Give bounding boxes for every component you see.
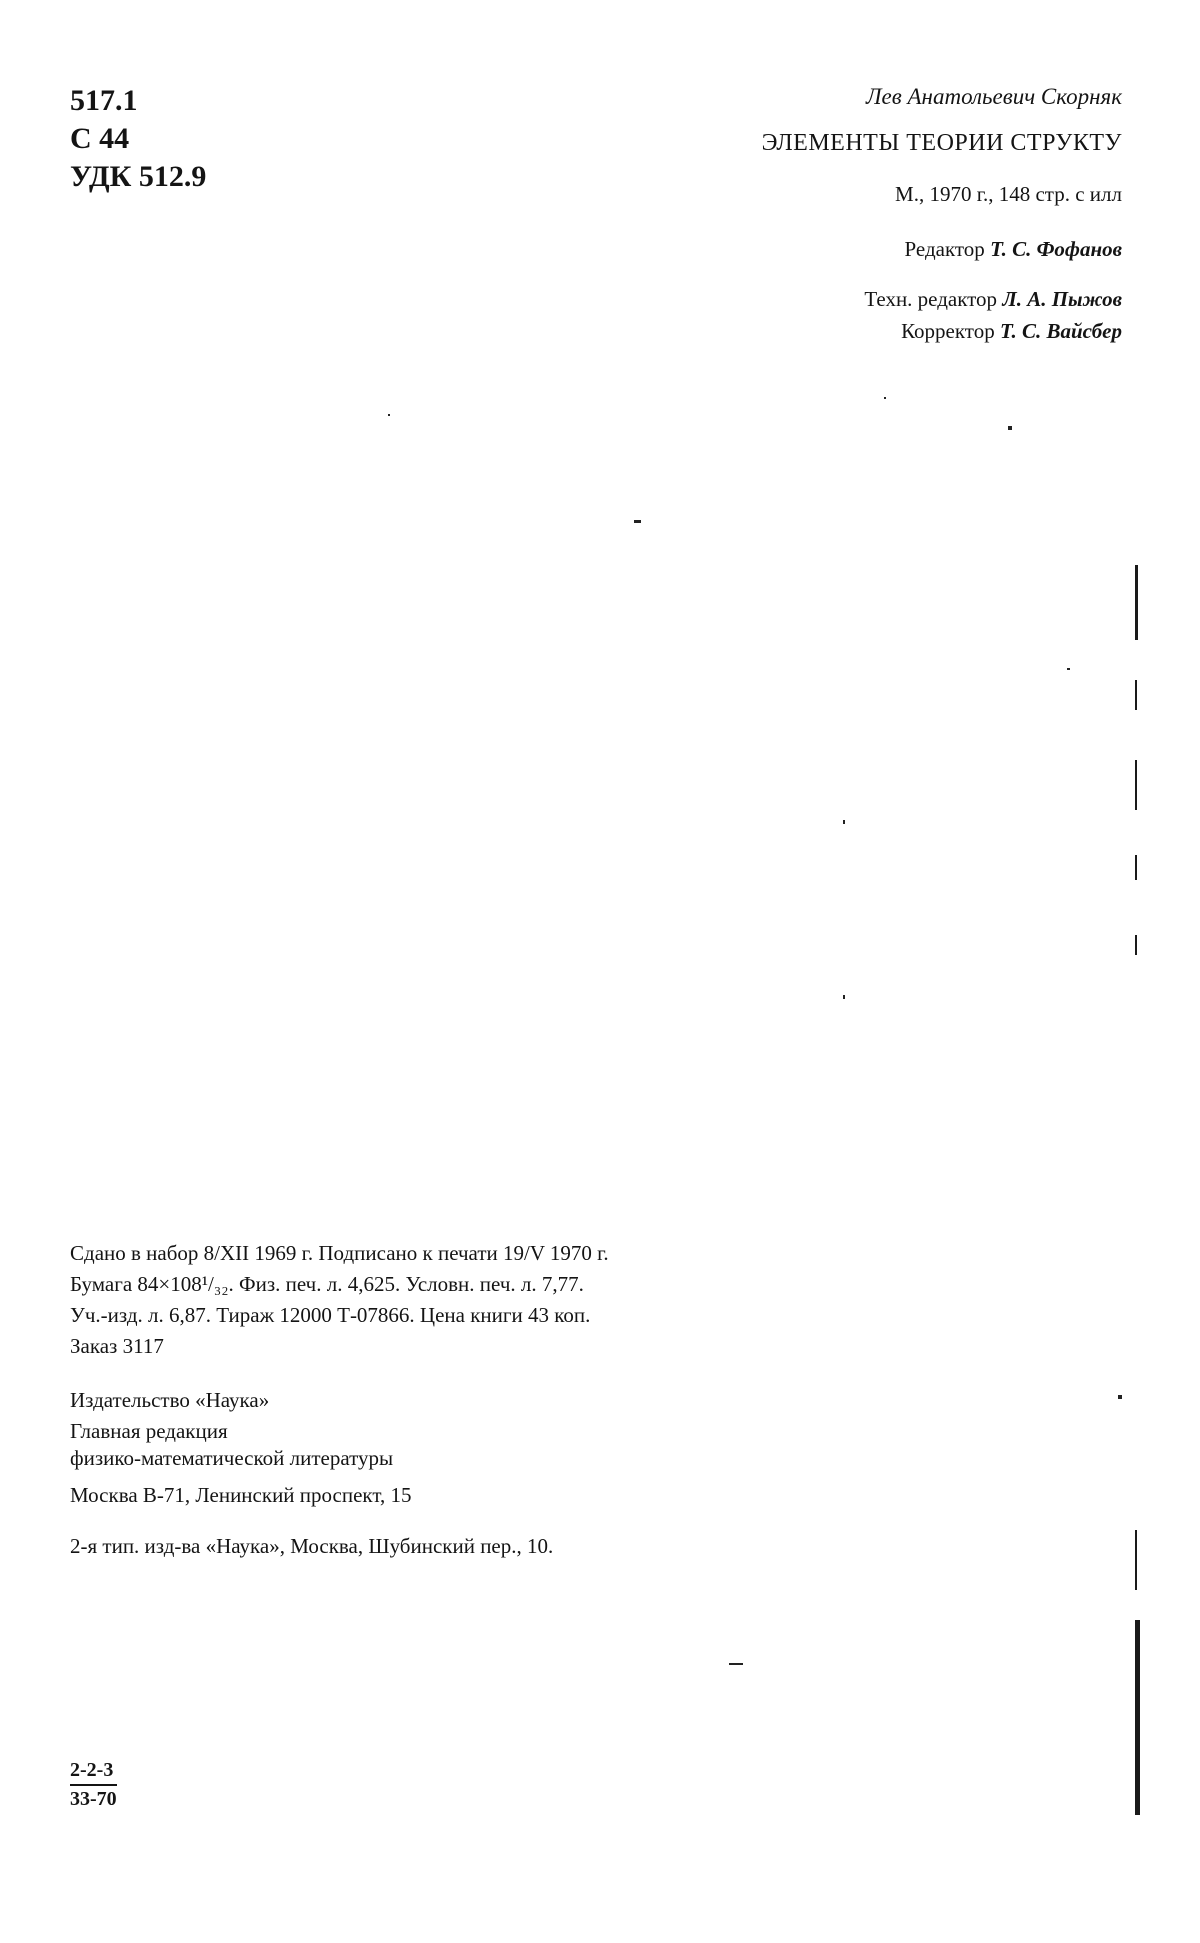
book-title: ЭЛЕМЕНТЫ ТЕОРИИ СТРУКТУ (761, 130, 1122, 156)
scan-speck (388, 414, 390, 416)
scan-speck (634, 520, 641, 523)
imprint-line: Бумага 84×108¹/₃₂. Физ. печ. л. 4,625. Условн. печ. л. 7,77. (70, 1272, 584, 1296)
imprint-block (70, 1238, 609, 1362)
editorial-board-line: физико-математической литературы (70, 1446, 394, 1470)
classification-block (70, 82, 206, 196)
editor-line (905, 237, 1122, 262)
scan-speck (1067, 668, 1070, 670)
corrector-name: Т. С. Вайсбер (999, 319, 1122, 343)
index-fraction (70, 1757, 117, 1812)
editorial-board-line: Главная редакция (70, 1419, 228, 1443)
editor-name: Т. С. Фофанов (990, 237, 1122, 261)
corrector-line (901, 319, 1122, 344)
scan-speck (843, 995, 845, 999)
scan-speck (843, 820, 845, 824)
author-name: Лев Анатольевич Скорняк (865, 84, 1122, 109)
editor-label: Редактор (904, 237, 985, 261)
tech-editor-name: Л. А. Пыжов (1002, 287, 1122, 311)
imprint-line: Сдано в набор 8/XII 1969 г. Подписано к печати 19/V 1970 г. (70, 1241, 609, 1265)
index-denominator: 33-70 (70, 1788, 117, 1810)
scan-edge-segment (1135, 855, 1137, 880)
publisher-address: Москва В-71, Ленинский проспект, 15 (70, 1483, 412, 1507)
scan-edge-segment (1135, 760, 1137, 810)
udc-code: УДК 512.9 (70, 160, 207, 193)
scan-edge-segment (1135, 565, 1138, 640)
scan-edge-segment (1135, 935, 1137, 955)
imprint-line: Заказ 3117 (70, 1334, 164, 1358)
scan-speck (884, 397, 886, 399)
scan-speck (729, 1663, 743, 1665)
index-numerator: 2-2-3 (70, 1757, 117, 1786)
scan-edge-segment (1135, 1620, 1140, 1815)
editorial-board (70, 1418, 393, 1472)
publication-info: М., 1970 г., 148 стр. с илл (895, 182, 1122, 206)
scan-speck (1008, 426, 1012, 430)
corrector-label: Корректор (901, 319, 995, 343)
tech-editor-label: Техн. редактор (864, 287, 998, 311)
printer-info: 2-я тип. изд-ва «Наука», Москва, Шубинский пер., 10. (70, 1534, 554, 1558)
scan-edge-segment (1135, 1530, 1137, 1590)
author-mark: С 44 (70, 122, 130, 155)
imprint-line: Уч.-изд. л. 6,87. Тираж 12000 Т-07866. Цена книги 43 коп. (70, 1303, 591, 1327)
bbk-code: 517.1 (70, 84, 138, 117)
tech-editor-line (864, 287, 1122, 312)
scan-speck (1118, 1395, 1122, 1399)
publisher-name: Издательство «Наука» (70, 1388, 270, 1412)
scan-edge-segment (1135, 680, 1137, 710)
